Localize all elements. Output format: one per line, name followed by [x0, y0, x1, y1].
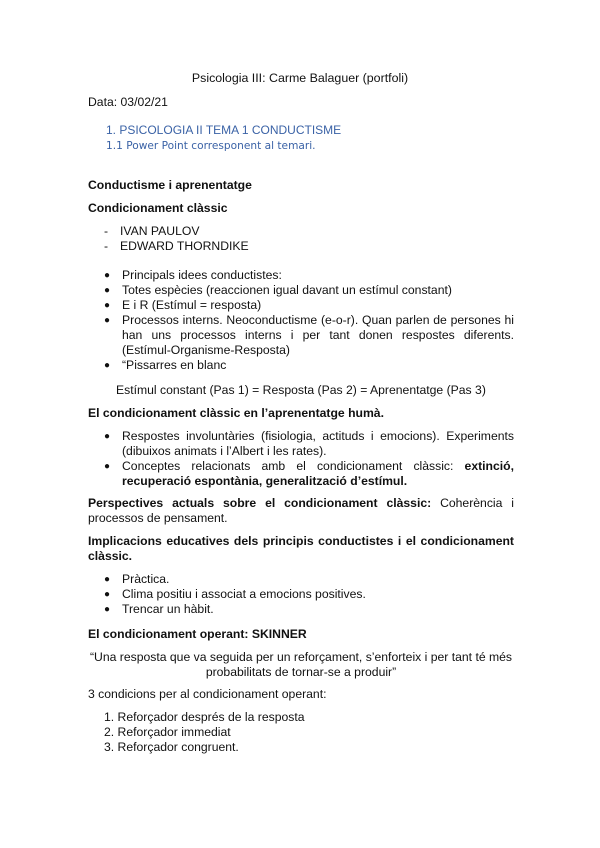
quote-line: “Una resposta que va seguida per un reforçament, s’enforteix i per tant té més: [89, 650, 513, 664]
list-item: ● Pràctica.: [104, 572, 514, 587]
list-item: ● Totes espècies (reaccionen igual davant un estímul constant): [104, 283, 514, 298]
document-date: Data: 03/02/21: [88, 95, 168, 109]
list-item: ● Principals idees conductistes:: [104, 268, 514, 283]
huma-list: [104, 429, 514, 489]
section-heading-huma: El condicionament clàssic en l’aprenentatge humà.: [88, 406, 384, 420]
perspectives-paragraph: [88, 496, 514, 526]
learning-formula: Estímul constant (Pas 1) = Resposta (Pas 2) = Aprenentatge (Pas 3): [116, 383, 486, 397]
list-item: ● “Pissarres en blanc: [104, 358, 514, 373]
list-item: 1. Reforçador després de la resposta: [104, 710, 305, 724]
outline-item-1-1: 1.1 Power Point corresponent al temari.: [106, 140, 316, 152]
perspectives-text: Coherència i processos de pensament.: [88, 496, 515, 525]
list-item: ● Trencar un hàbit.: [104, 602, 514, 617]
list-item: ● E i R (Estímul = resposta): [104, 298, 514, 313]
section-heading-implicacions: Implicacions educatives dels principis conductistes i el condicionament clàssic.: [88, 534, 514, 563]
ideas-list: [104, 268, 514, 373]
list-item: - EDWARD THORNDIKE: [104, 239, 249, 254]
authors-list: [104, 224, 249, 254]
implicacions-list: [104, 572, 514, 617]
list-item: - IVAN PAULOV: [104, 224, 249, 239]
list-item: 3. Reforçador congruent.: [104, 740, 239, 754]
section-heading-operant: El condicionament operant: SKINNER: [88, 627, 307, 641]
section-heading-conductisme: Conductisme i aprenentatge: [88, 178, 252, 192]
skinner-quote: [88, 650, 514, 680]
list-item: 2. Reforçador immediat: [104, 725, 231, 739]
outline-item-1: 1. PSICOLOGIA II TEMA 1 CONDUCTISME: [106, 123, 342, 137]
list-item: ● Respostes involuntàries (fisiologia, actituds i emocions). Experiments (dibuixos animats i l’Albert i les rates).: [104, 429, 514, 459]
list-item: ● Clima positiu i associat a emocions positives.: [104, 587, 514, 602]
list-item-bold-text: extinció, recuperació espontània, generalització d’estímul.: [122, 459, 514, 488]
quote-line: probabilitats de tornar-se a produir”: [205, 665, 397, 679]
document-title: Psicologia III: Carme Balaguer (portfoli): [191, 71, 409, 85]
conditions-list: [104, 710, 305, 755]
list-item: ● Processos interns. Neoconductisme (e-o-r). Quan parlen de persones hi han uns processos interns i per tant donen respostes diferents. (Estímul-Organisme-Resposta): [104, 313, 514, 358]
section-subheading-condicionament: Condicionament clàssic: [88, 201, 228, 215]
list-item-text: Conceptes relacionats amb el condicionament clàssic:: [122, 459, 465, 473]
perspectives-heading: Perspectives actuals sobre el condicionament clàssic:: [88, 496, 432, 510]
conditions-intro: 3 condicions per al condicionament operant:: [88, 687, 327, 701]
list-item: [104, 459, 514, 489]
